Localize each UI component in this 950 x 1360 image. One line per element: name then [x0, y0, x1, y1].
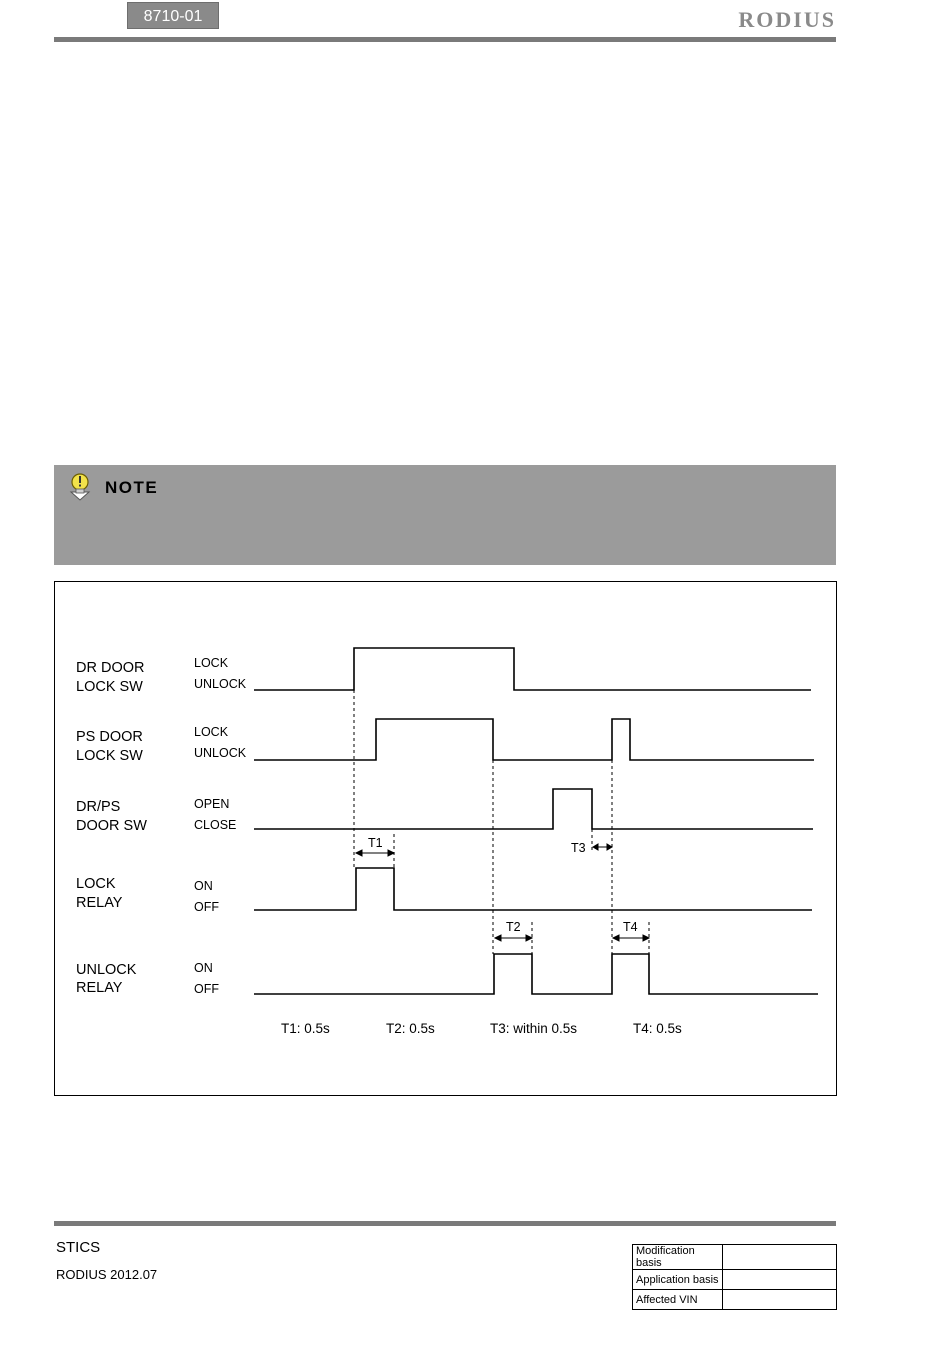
- signal-name-5b: RELAY: [76, 980, 123, 996]
- state-high-1: LOCK: [194, 656, 229, 670]
- state-high-5: ON: [194, 961, 213, 975]
- brand-logo: RODIUS: [738, 7, 836, 32]
- footer-subtitle: RODIUS 2012.07: [56, 1267, 158, 1282]
- interval-label-t3: T3: [571, 841, 586, 855]
- signal-name-5a: UNLOCK: [76, 962, 137, 978]
- table-value: [723, 1270, 837, 1290]
- signal-name-1b: LOCK SW: [76, 679, 143, 695]
- state-low-2: UNLOCK: [194, 746, 247, 760]
- revision-info-table: [632, 1244, 837, 1310]
- state-low-5: OFF: [194, 982, 219, 996]
- waveform-door-sw: [254, 789, 813, 829]
- footer-rule: [54, 1221, 836, 1226]
- interval-label-t1: T1: [368, 836, 383, 850]
- table-key: Modification basis: [633, 1245, 723, 1270]
- waveform-dr-door-lock-sw: [254, 648, 811, 690]
- timing-legend-t3: T3: within 0.5s: [490, 1021, 578, 1036]
- state-high-2: LOCK: [194, 725, 229, 739]
- state-low-4: OFF: [194, 900, 219, 914]
- footer-title: STICS: [56, 1239, 101, 1256]
- signal-name-1a: DR DOOR: [76, 660, 145, 676]
- signal-name-3a: DR/PS: [76, 799, 121, 815]
- signal-name-4a: LOCK: [76, 876, 116, 892]
- table-key: Application basis: [633, 1270, 723, 1290]
- note-label: NOTE: [105, 478, 159, 497]
- table-value: [723, 1290, 837, 1310]
- table-value: [723, 1245, 837, 1270]
- table-row: [633, 1290, 837, 1310]
- section-code-badge: 8710-01: [127, 2, 219, 29]
- lightbulb-icon: [68, 472, 92, 502]
- table-row: [633, 1245, 837, 1270]
- interval-label-t4: T4: [623, 920, 638, 934]
- state-low-3: CLOSE: [194, 818, 237, 832]
- state-high-3: OPEN: [194, 797, 230, 811]
- waveform-lock-relay: [254, 868, 812, 910]
- waveform-unlock-relay: [254, 954, 818, 994]
- signal-name-2b: LOCK SW: [76, 748, 143, 764]
- header-rule: [54, 37, 836, 42]
- state-low-1: UNLOCK: [194, 677, 247, 691]
- timing-legend-t4: T4: 0.5s: [633, 1021, 682, 1036]
- signal-name-4b: RELAY: [76, 895, 123, 911]
- note-box: [54, 465, 836, 565]
- timing-diagram: [54, 581, 837, 1096]
- interval-label-t2: T2: [506, 920, 521, 934]
- table-row: [633, 1270, 837, 1290]
- table-key: Affected VIN: [633, 1290, 723, 1310]
- state-high-4: ON: [194, 879, 213, 893]
- signal-name-3b: DOOR SW: [76, 818, 147, 834]
- waveform-ps-door-lock-sw: [254, 719, 814, 760]
- timing-legend-t2: T2: 0.5s: [386, 1021, 435, 1036]
- timing-legend-t1: T1: 0.5s: [281, 1021, 330, 1036]
- signal-name-2a: PS DOOR: [76, 729, 143, 745]
